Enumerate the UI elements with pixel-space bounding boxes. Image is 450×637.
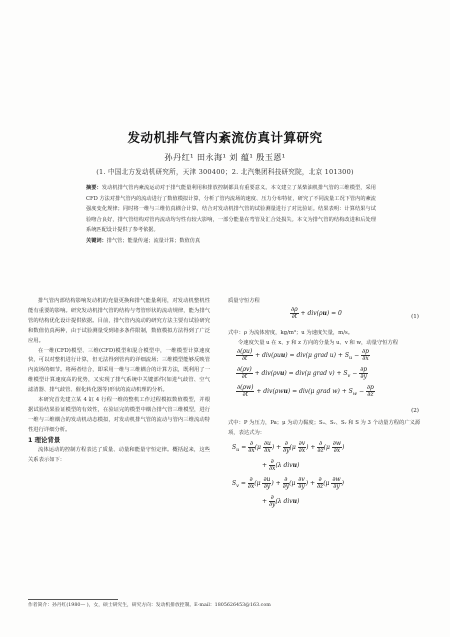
keywords-line xyxy=(86,236,376,247)
equation-3: $S_u$ = $\frac{\partial}{\partial x}$ (μ $\frac{\partial u}{\partial x}$ ) + $\frac{\partial}{\partial y}$ (μ $\frac{\partial v}{\partial x}$ ) + $\frac{\partial}{\partial z}$ (μ $\frac{\partial w}{\partial x}$ ) + $\frac{\partial}{\partial x}$ (λ divu) $S_v$ = $\frac{\partial}{\partial x}$ (μ $\frac{\partial u}{\partial y}$ ) + $\frac{\partial}{\partial y}$ (μ $\frac{\partial v}{\partial y}$ ) + $\frac{\partial}{\partial z}$ (μ $\frac{\partial w}{\partial y}$ ) + $\frac{\partial}{\partial y}$ (λ divu) xyxy=(232,439,345,508)
left-column xyxy=(28,297,210,465)
author-footnote: 作者简介：孙丹红(1980— )，女，硕士研究生，研究方向：发动机排放控制。E-mail：1805626453@163.com xyxy=(28,603,271,608)
paper-authors: 孙丹红¹ 田永海¹ 刘 蕴¹ 殷玉恩¹ xyxy=(164,152,286,162)
paper-title: 发动机排气管内紊流仿真计算研究 xyxy=(127,130,323,145)
keywords-text: 排气管；能量传递；流量计算；数值仿真 xyxy=(106,237,201,244)
keywords-label: 关键词： xyxy=(86,237,107,244)
equation-1: $\frac{\partial\rho}{\partial t}$ + div(ρu) = 0 (1) xyxy=(228,307,423,329)
equation-number: (2) xyxy=(411,407,419,414)
section-heading: 1 理论背景 xyxy=(28,435,61,444)
paper-affiliation: (1. 中国北方发动机研究所，天津 300400；2. 北汽集团科技研究院，北京 101300) xyxy=(96,168,354,176)
abstract-text: 发动机排气管内紊流运动对于排气能量利用和排放控制都具有重要意义。本文建立了某柴油机排气管的三维模型，采用 CFD 方法对排气管内的流动进行了数值模拟计算，分析了管内流场的速度、压力分布特征，研究了不同流量工况下管内的紊流强度变化规律；同时将一维与三维仿真耦合计算，结合对发动机排气管的试验测量进行了对比验证。结果表明：计算结果与试验吻合良好，排气管结构对管内流动均匀性有较大影响，一部分能量在弯管及汇合处损失。本文为排气管的结构改进和后处理系统匹配设计提供了参考依据。 xyxy=(86,185,376,234)
equation-2: $\frac{\partial(\rho u)}{\partial t}$ + div(ρuu) = div(μ grad $u) + S_u$ − $\frac{\partial p}{\partial x}$ $\frac{\partial(\rho v)}{\partial t}$ + div(ρvu) = div(μ grad $v) + S_v$ − $\frac{\partial p}{\partial y}$ $\frac{\partial(\rho w)}{\partial t}$ + div(ρwu) = div(μ grad $w) + S_w$ − $\frac{\partial p}{\partial z}$ (2) xyxy=(228,349,423,419)
abstract-block xyxy=(86,183,376,247)
right-column xyxy=(228,297,423,519)
body-paragraph: 排气管内部结构影响发动机的充量更换和排气能量利用，对发动机整机性能有重要的影响。研究发动机排气管的结构与弯管形状的流动规律，能为排气管的结构优化设计提供依据。目前，排气管内流动的研究方法主要有试验研究和数值仿真两种，由于试验测量受到诸多条件限制，数值模拟方法得到了广泛应用。 xyxy=(28,298,210,344)
body-paragraph: 本研究首先建立某 4 缸 4 行程一维的整机工作过程模拟数值模型，并根据试验结果验证模型的有效性，在验证完的模型中耦合排气管三维模型，进行一维与三维耦合的发动机动态模拟，对发动机排气管的流动与管内三维流动特性进行详细分析。 xyxy=(28,397,210,433)
equation-note: 令速度矢量 u 在 x、y 和 z 方向的分量为 u、v 和 w，动量守恒方程 xyxy=(238,339,399,346)
equation-note: 式中：P 为压力，Pa；μ 为动力黏度；Sᵤ、Sᵥ、Sᵥ 和 S 为 3 个动量方程的广义源项，表达式为： xyxy=(228,419,421,436)
body-paragraph: 在一维(CFD)模型、三维(CFD)模型和混合模型中，一维模型计算速度快，可以对整机进行计算，但无法得到管内的详细流场；三维模型能够反映管内流场的细节。将两者结合，即采用一维与三维耦合的计算方法，既利用了一维模型计算速度高的优势，又实现了排气系统中关键部件(如进气歧管、空气滤清器、排气歧管、催化转化器等)形状的流动机理的分析。 xyxy=(28,347,210,394)
equation-note: 式中：ρ 为流体密度，kg/m³；u 为速度矢量，m/s。 xyxy=(228,329,353,336)
equation-number: (1) xyxy=(411,313,419,320)
abstract-label: 摘要： xyxy=(86,185,102,191)
equation-intro: 质量守恒方程 xyxy=(228,298,260,304)
footnote-divider xyxy=(28,599,118,600)
body-paragraph: 流体运动的控制方程表达了质量、动量和能量守恒定律。概括起来，这些关系表示如下： xyxy=(28,446,210,463)
